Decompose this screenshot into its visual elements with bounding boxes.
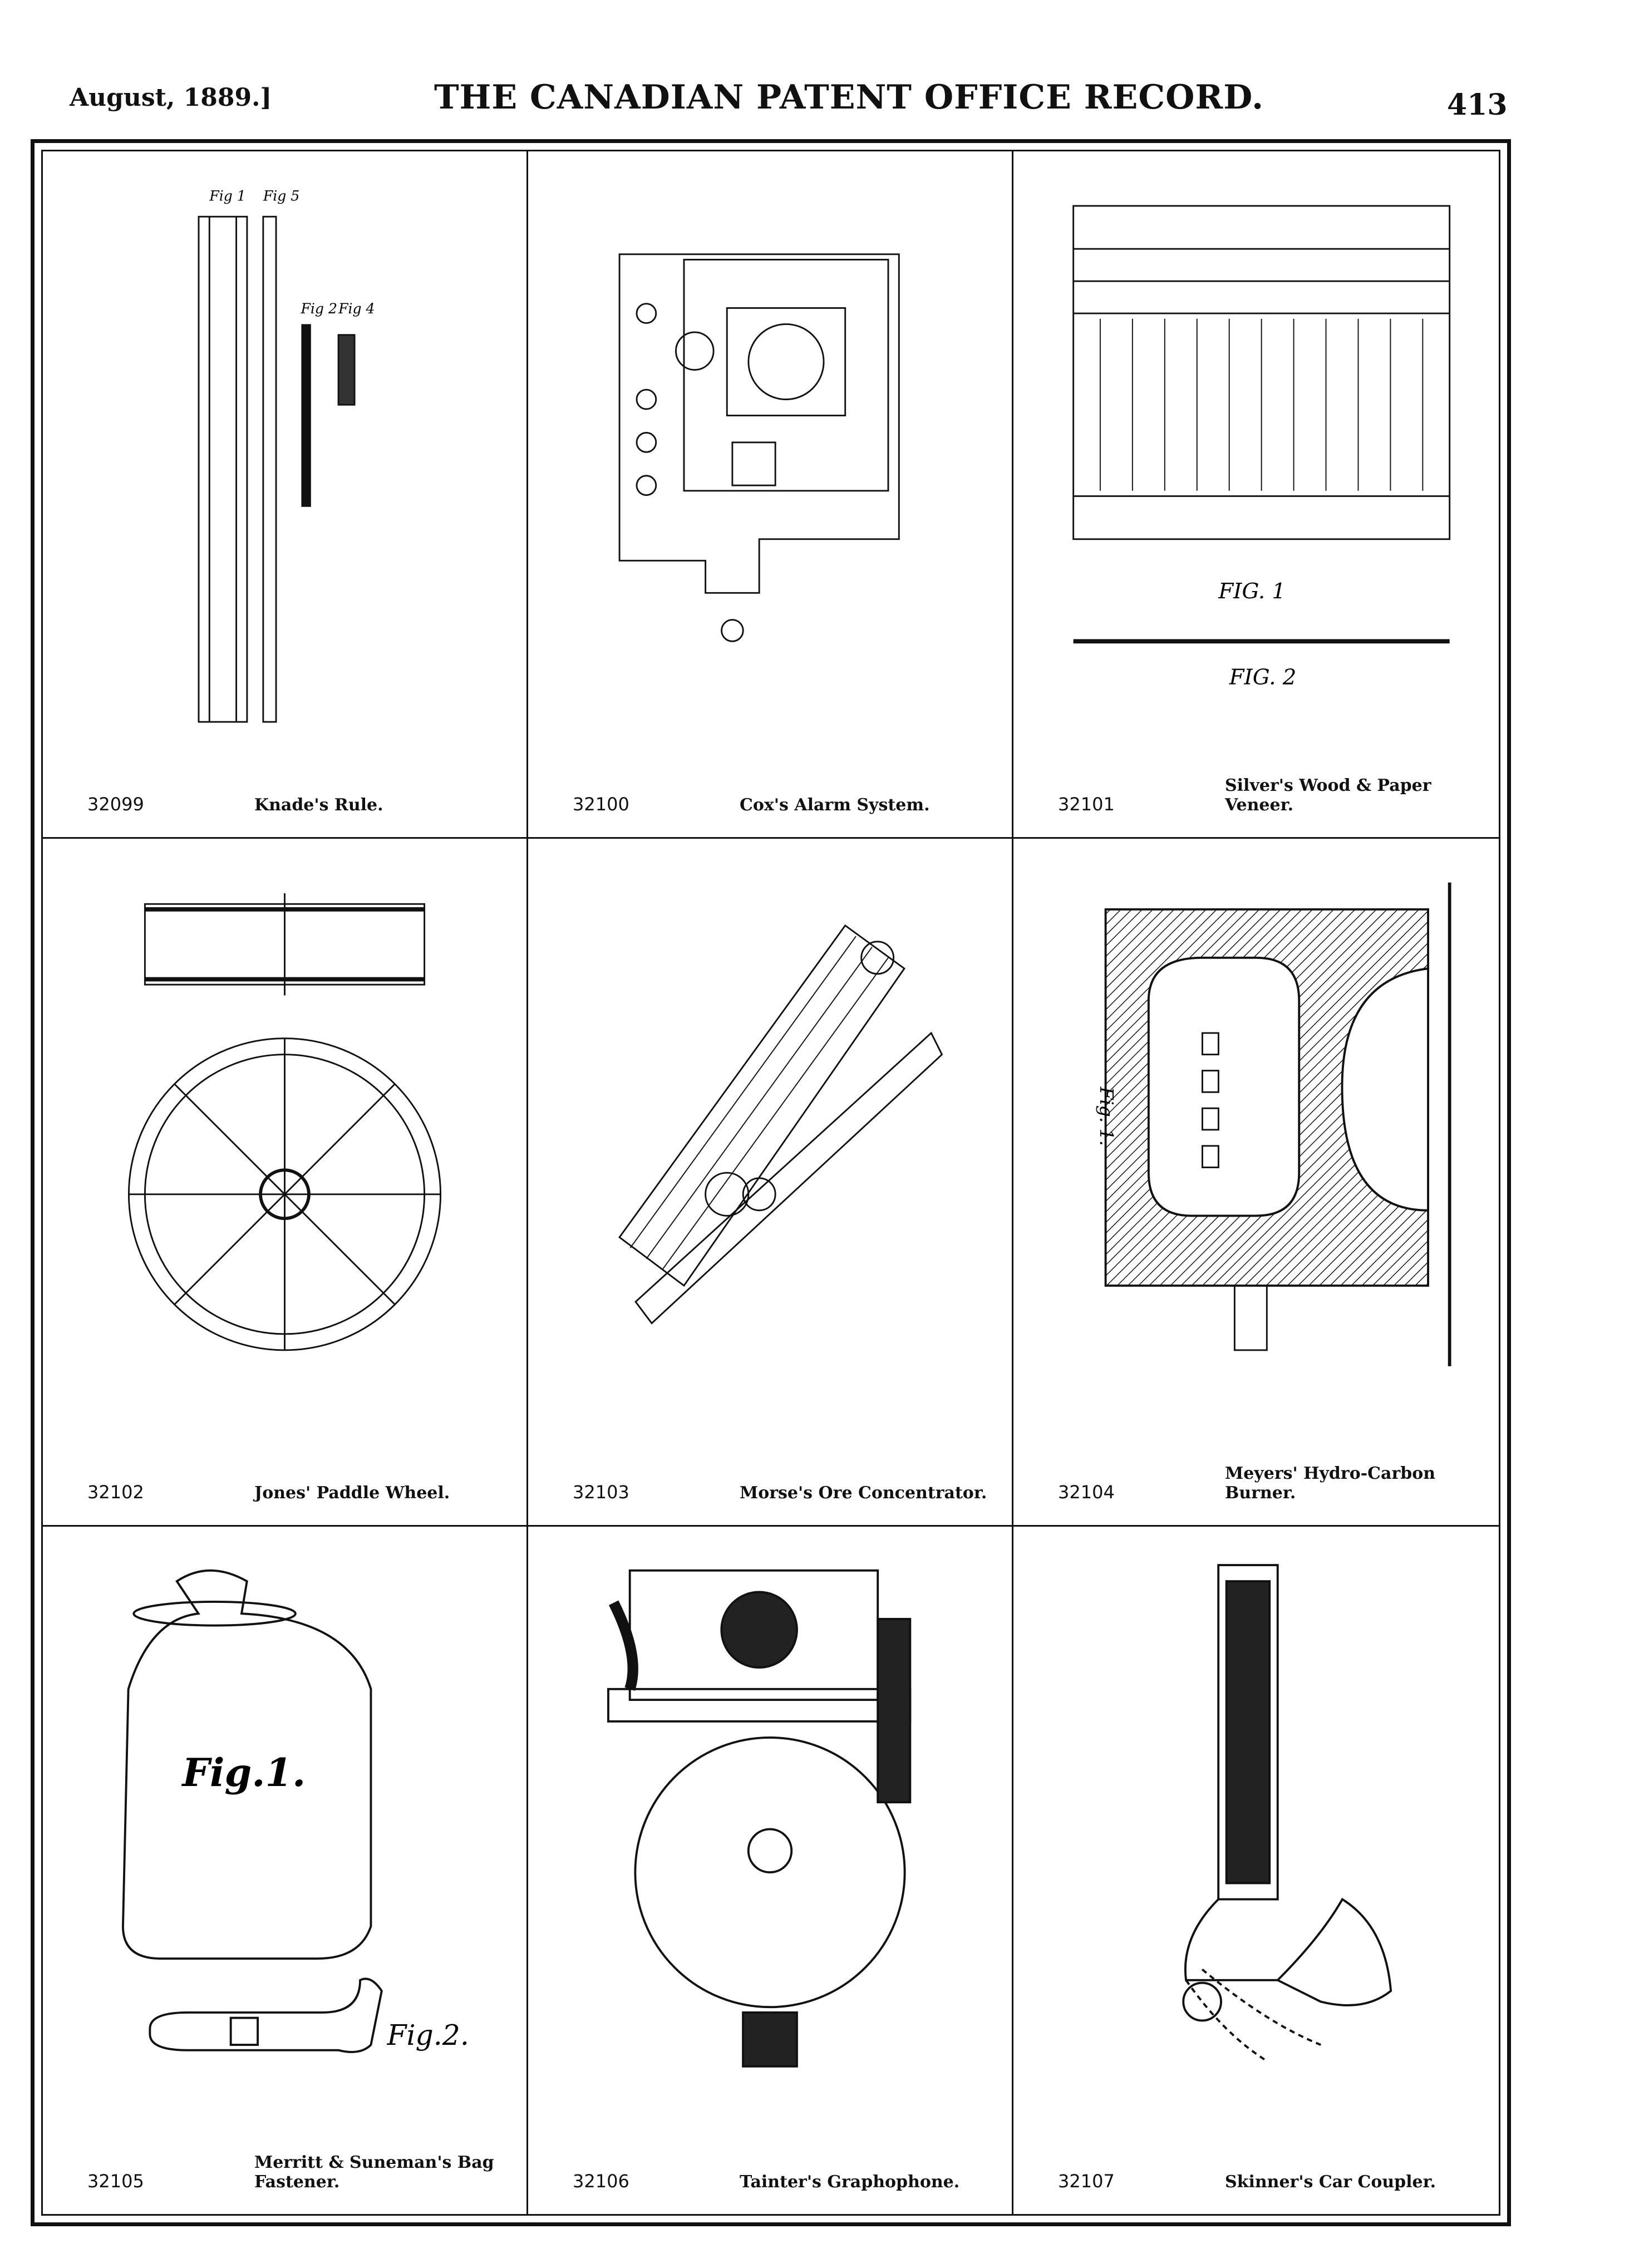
patent-caption xyxy=(556,1475,995,1503)
patent-number: 32106 xyxy=(573,2171,629,2192)
fig-label: FIG. 2 xyxy=(1229,665,1297,690)
publication-title: THE CANADIAN PATENT OFFICE RECORD. xyxy=(434,78,1264,117)
patent-number: 32101 xyxy=(1058,794,1115,815)
patent-number: 32099 xyxy=(87,794,144,815)
veneer-drawing xyxy=(1036,174,1476,765)
patent-number: 32100 xyxy=(573,794,629,815)
patent-number: 32104 xyxy=(1058,1481,1115,1503)
fig-label: Fig 5 xyxy=(263,188,300,204)
patent-number: 32102 xyxy=(87,1481,144,1503)
patent-number: 32105 xyxy=(87,2171,144,2192)
patent-caption xyxy=(71,2153,510,2192)
page-number: 413 xyxy=(1447,88,1508,122)
patent-title: Knade's Rule. xyxy=(254,795,383,815)
car-coupler-drawing xyxy=(1036,1549,1476,2142)
fig-label: Fig 4 xyxy=(338,301,375,317)
patent-cell-32106 xyxy=(528,1527,1013,2214)
patent-caption xyxy=(1041,2164,1482,2192)
patent-caption xyxy=(71,1475,510,1503)
patent-cell-32104 xyxy=(1013,839,1499,1526)
burner-drawing xyxy=(1036,861,1476,1452)
patent-caption xyxy=(71,787,510,815)
alarm-system-drawing xyxy=(550,174,990,765)
graphophone-drawing xyxy=(550,1549,990,2142)
patent-title: Cox's Alarm System. xyxy=(740,795,930,815)
patent-cell-32103 xyxy=(528,839,1013,1526)
page-header xyxy=(0,0,1644,139)
patent-title: Morse's Ore Concentrator. xyxy=(740,1483,987,1503)
patent-plate-frame xyxy=(31,139,1511,2226)
patent-caption xyxy=(556,787,995,815)
fig-label: Fig.2. xyxy=(387,2018,469,2051)
patent-title: Merritt & Suneman's Bag Fastener. xyxy=(254,2153,494,2192)
patent-title: Skinner's Car Coupler. xyxy=(1225,2172,1436,2192)
fig-label: Fig 2 xyxy=(301,301,337,317)
patent-number: 32103 xyxy=(573,1481,629,1503)
patent-number: 32107 xyxy=(1058,2171,1115,2192)
bag-fastener-drawing xyxy=(65,1549,504,2142)
ore-concentrator-drawing xyxy=(550,861,990,1452)
fig-label: Fig.1. xyxy=(182,1750,306,1795)
patent-title: Silver's Wood & Paper Veneer. xyxy=(1225,776,1431,815)
patent-cell-32100 xyxy=(528,151,1013,839)
patent-cell-32105 xyxy=(43,1527,528,2214)
fig-label: Fig. 1. xyxy=(1095,1086,1117,1147)
rule-drawing xyxy=(65,174,504,765)
issue-date: August, 1889.] xyxy=(70,83,272,112)
patent-title: Tainter's Graphophone. xyxy=(740,2172,960,2192)
patent-cell-32101 xyxy=(1013,151,1499,839)
patent-title: Meyers' Hydro-Carbon Burner. xyxy=(1225,1463,1436,1503)
patent-caption xyxy=(1041,1463,1482,1503)
patent-cell-32107 xyxy=(1013,1527,1499,2214)
fig-label: FIG. 1 xyxy=(1218,578,1286,604)
patent-title: Jones' Paddle Wheel. xyxy=(254,1483,450,1503)
patent-grid xyxy=(43,151,1499,2214)
patent-caption xyxy=(556,2164,995,2192)
patent-cell-32099 xyxy=(43,151,528,839)
patent-caption xyxy=(1041,776,1482,815)
patent-cell-32102 xyxy=(43,839,528,1526)
fig-label: Fig 1 xyxy=(209,188,246,204)
paddle-wheel-drawing xyxy=(65,861,504,1452)
